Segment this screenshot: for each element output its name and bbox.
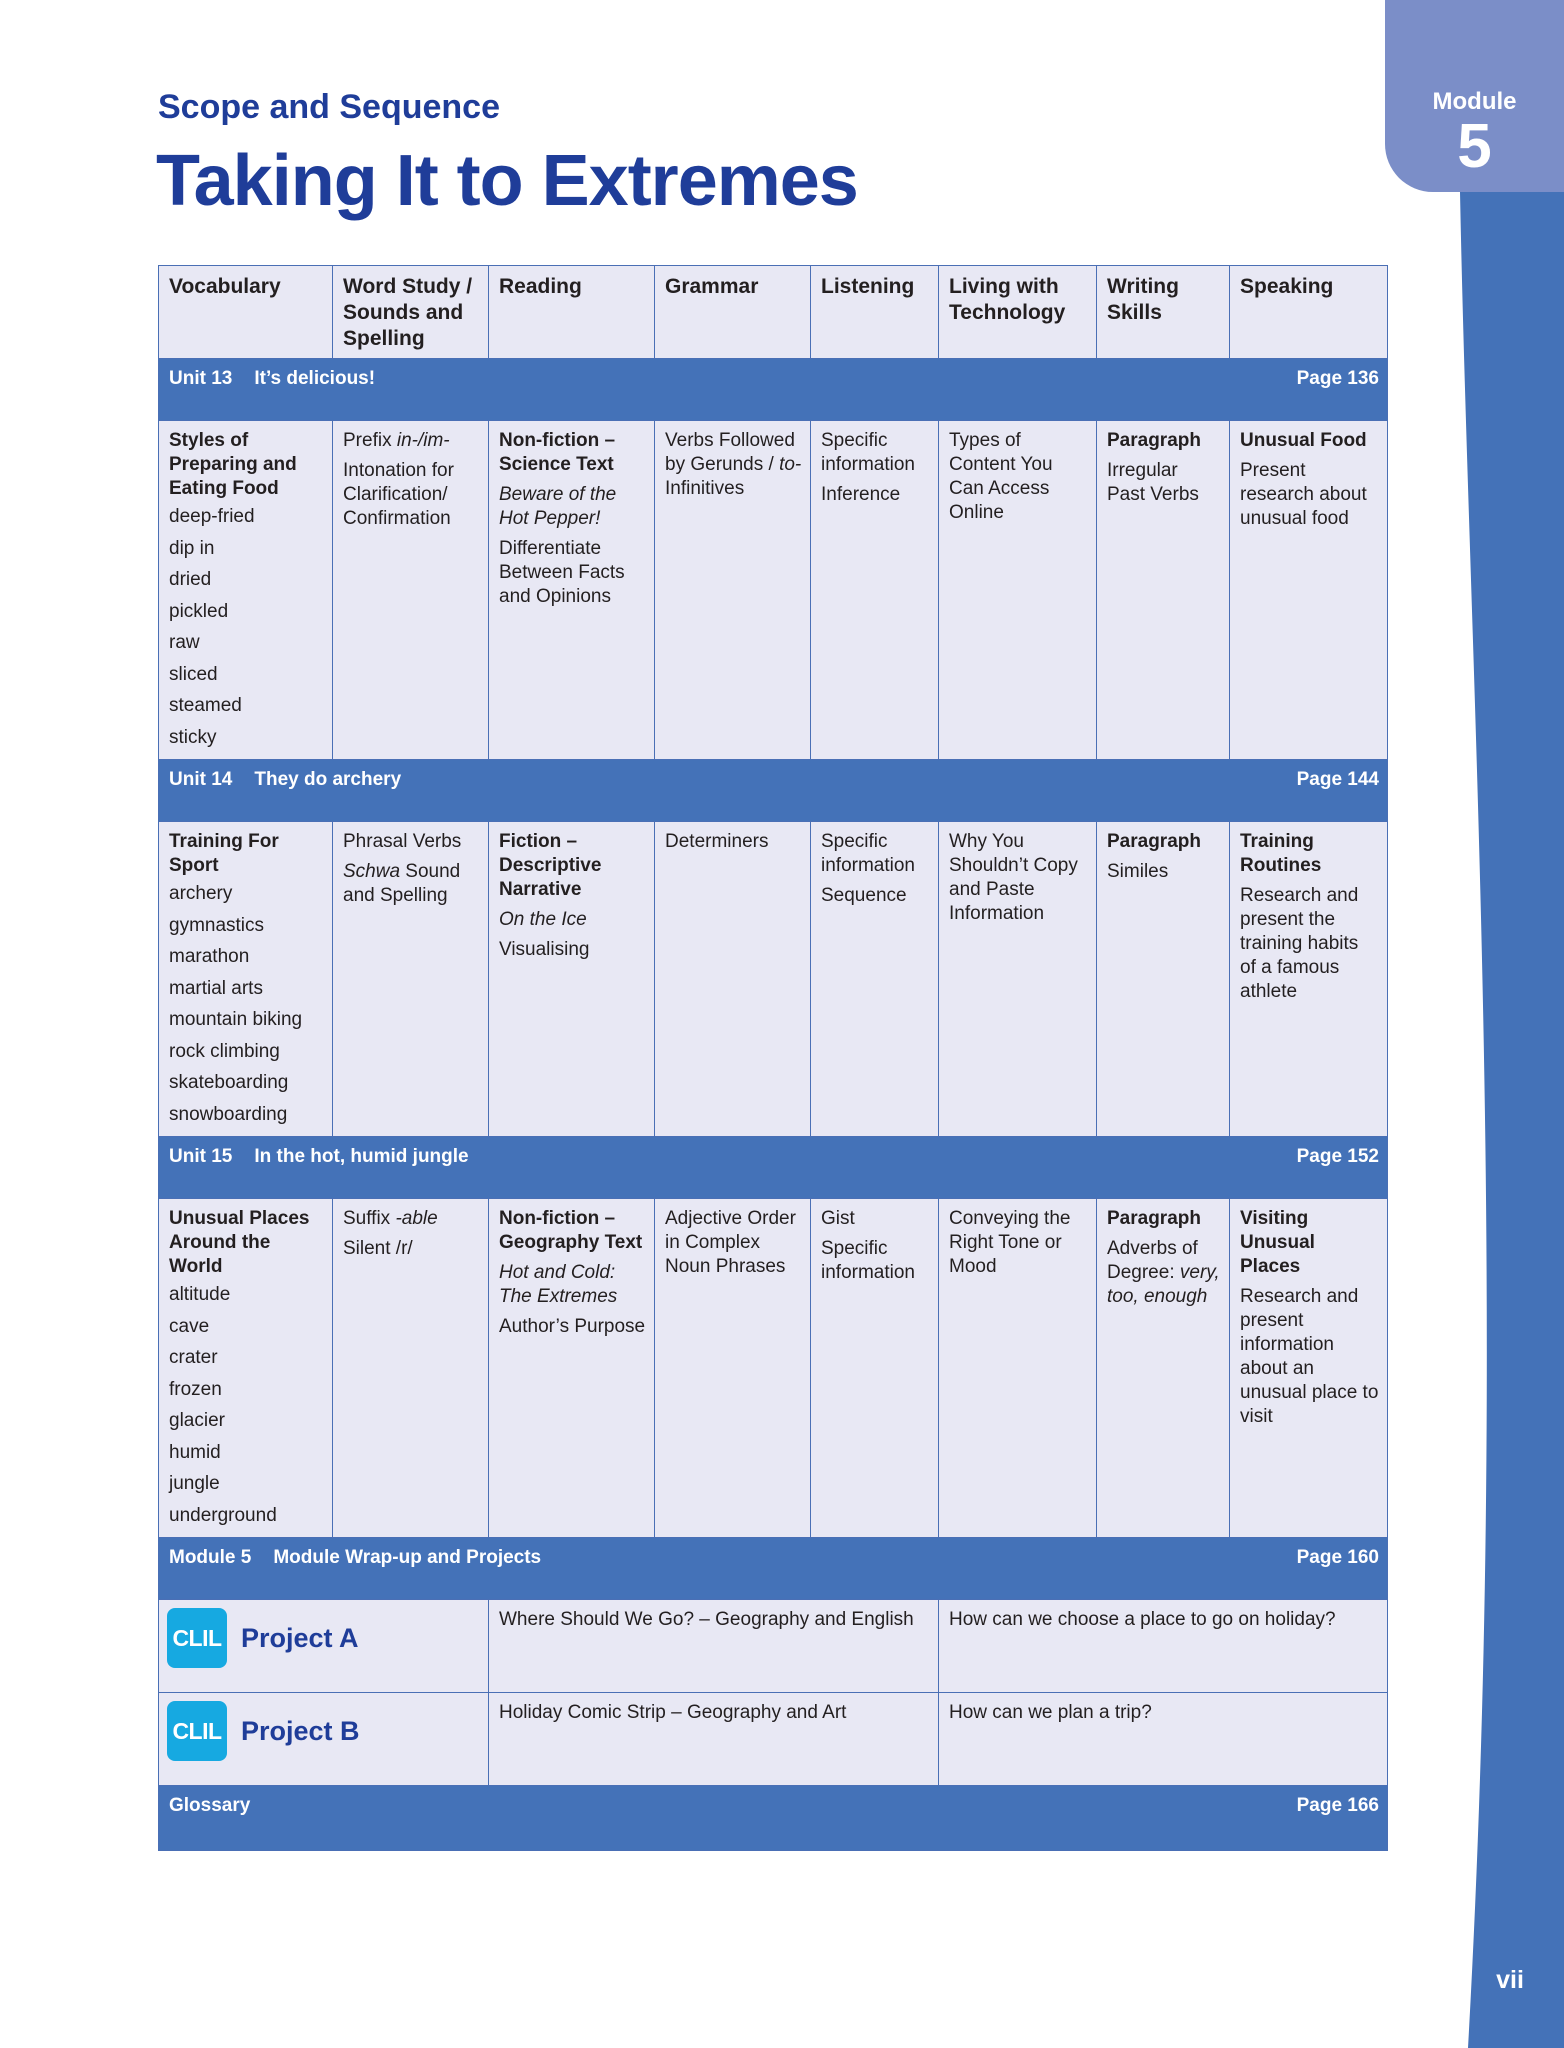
clil-badge: CLIL	[167, 1608, 227, 1668]
vocab-word: underground	[169, 1504, 277, 1526]
vocab-word: snowboarding	[169, 1103, 288, 1125]
unit-name: They do archery	[254, 769, 402, 790]
project-question: How can we plan a trip?	[939, 1693, 1388, 1786]
project-name: Project B	[241, 1716, 360, 1746]
word-study-text: Sound and Spelling	[343, 861, 461, 906]
reading-text-title: Hot and Cold: The Extremes	[499, 1262, 618, 1307]
speaking-text: Present research about unusual food	[1240, 460, 1367, 529]
vocab-word: steamed	[169, 695, 242, 716]
module-number: 5	[1457, 112, 1492, 181]
vocab-word: martial arts	[169, 977, 263, 999]
unit-bar	[159, 1137, 1388, 1199]
unit-bar	[159, 760, 1388, 822]
glossary-page: Page 166	[1296, 1795, 1379, 1816]
col-word-study: Word Study / Sounds and Spelling	[333, 266, 489, 359]
speaking-cell	[1230, 1199, 1388, 1538]
grammar-text: Verbs Followed by Gerunds /	[665, 430, 795, 475]
vocab-word: sliced	[169, 663, 218, 685]
listening-item: Gist	[821, 1208, 855, 1229]
vocab-word: raw	[169, 632, 200, 653]
reading-text-title: Beware of the Hot Pepper!	[499, 484, 617, 529]
vocab-word: cave	[169, 1315, 210, 1337]
vocab-word: humid	[169, 1441, 221, 1463]
word-study-text: Phrasal Verbs	[343, 831, 462, 852]
speaking-text: Research and present the training habits of a famous athlete	[1240, 885, 1359, 1002]
vocab-word: archery	[169, 883, 233, 904]
unit-row	[159, 822, 1388, 1137]
listening-item: Inference	[821, 484, 901, 505]
vocab-word: rock climbing	[169, 1040, 280, 1062]
word-study-text: Suffix	[343, 1208, 396, 1229]
word-study-cell	[333, 822, 489, 1137]
wrapup-name: Module Wrap-up and Projects	[273, 1547, 542, 1568]
vocab-word: gymnastics	[169, 914, 265, 936]
unit-row	[159, 1199, 1388, 1538]
wrapup-bar	[159, 1538, 1388, 1600]
technology-cell: Why You Shouldn’t Copy and Paste Information	[939, 822, 1097, 1137]
unit-name: In the hot, humid jungle	[254, 1146, 469, 1167]
wrapup-page: Page 160	[1296, 1547, 1379, 1568]
unit-number: Unit 15	[169, 1146, 233, 1167]
speaking-cell	[1230, 822, 1388, 1137]
vocab-word: dried	[169, 569, 212, 590]
wrapup-number: Module 5	[169, 1547, 252, 1568]
vocab-title: Styles of Preparing and Eating Food	[169, 430, 297, 499]
project-question: How can we choose a place to go on holiday?	[939, 1600, 1388, 1693]
speaking-text: Research and present information about an unusual place to visit	[1240, 1286, 1379, 1427]
listening-item: Specific information	[821, 831, 915, 876]
project-name: Project A	[241, 1623, 359, 1653]
vocab-word: dip in	[169, 537, 215, 559]
word-study-italic: Schwa	[343, 861, 401, 882]
glossary-bar	[159, 1786, 1388, 1851]
vocab-word: marathon	[169, 946, 250, 967]
speaking-cell	[1230, 421, 1388, 760]
writing-cell	[1097, 822, 1230, 1137]
speaking-title: Training Routines	[1240, 831, 1322, 876]
header-row	[159, 266, 1388, 359]
scope-table	[158, 265, 1388, 1851]
writing-title: Paragraph	[1107, 1208, 1201, 1229]
project-row	[159, 1693, 1388, 1786]
writing-text: Adverbs of Degree:	[1107, 1238, 1198, 1283]
reading-title: Non-fiction – Geography Text	[499, 1208, 643, 1253]
project-row	[159, 1600, 1388, 1693]
col-technology: Living with Technology	[939, 266, 1097, 359]
page-number: vii	[1496, 1966, 1524, 1994]
grammar-cell: Determiners	[655, 822, 811, 1137]
listening-cell	[811, 822, 939, 1137]
grammar-cell: Adjective Order in Complex Noun Phrases	[655, 1199, 811, 1538]
vocab-word: glacier	[169, 1410, 225, 1431]
vocab-word: crater	[169, 1347, 218, 1368]
writing-cell	[1097, 1199, 1230, 1538]
col-vocabulary: Vocabulary	[159, 266, 333, 359]
page-title: Taking It to Extremes	[156, 141, 858, 221]
unit-bar	[159, 359, 1388, 421]
vocabulary-cell	[159, 421, 333, 760]
writing-italic: very, too, enough	[1107, 1262, 1220, 1307]
vocab-word: jungle	[169, 1473, 220, 1494]
grammar-cell	[655, 421, 811, 760]
word-study-cell	[333, 1199, 489, 1538]
vocab-word: sticky	[169, 726, 217, 748]
technology-cell: Conveying the Right Tone or Mood	[939, 1199, 1097, 1538]
project-topic: Holiday Comic Strip – Geography and Art	[489, 1693, 939, 1786]
project-label-cell	[159, 1600, 489, 1693]
unit-row	[159, 421, 1388, 760]
listening-item: Sequence	[821, 885, 907, 906]
writing-text: Irregular Past Verbs	[1107, 460, 1199, 505]
word-study-italic: -able	[395, 1208, 438, 1229]
reading-text-title: On the Ice	[499, 909, 587, 930]
vocab-title: Training For Sport	[169, 831, 279, 876]
vocab-word: pickled	[169, 600, 229, 622]
module-label: Module	[1432, 88, 1517, 115]
listening-item: Specific information	[821, 1238, 915, 1283]
reading-skill: Visualising	[499, 939, 590, 960]
unit-page: Page 152	[1296, 1146, 1379, 1167]
reading-skill: Author’s Purpose	[499, 1316, 646, 1337]
reading-cell	[489, 1199, 655, 1538]
glossary-label: Glossary	[169, 1795, 251, 1816]
reading-cell	[489, 421, 655, 760]
speaking-title: Unusual Food	[1240, 430, 1367, 451]
reading-title: Non-fiction – Science Text	[499, 430, 616, 475]
unit-name: It’s delicious!	[254, 368, 376, 389]
vocab-word: frozen	[169, 1378, 222, 1400]
col-speaking: Speaking	[1230, 266, 1388, 359]
writing-title: Paragraph	[1107, 831, 1201, 852]
listening-cell	[811, 421, 939, 760]
word-study-text: Prefix	[343, 430, 397, 451]
unit-number: Unit 13	[169, 368, 233, 389]
vocab-word: mountain biking	[169, 1009, 303, 1030]
writing-text: Similes	[1107, 861, 1169, 882]
vocab-title: Unusual Places Around the World	[169, 1208, 310, 1277]
reading-skill: Differentiate Between Facts and Opinions	[499, 538, 625, 607]
col-writing: Writing Skills	[1097, 266, 1230, 359]
col-grammar: Grammar	[655, 266, 811, 359]
project-topic: Where Should We Go? – Geography and English	[489, 1600, 939, 1693]
writing-cell	[1097, 421, 1230, 760]
clil-badge: CLIL	[167, 1701, 227, 1761]
module-tab	[1385, 0, 1564, 192]
word-study-text: Silent /r/	[343, 1238, 413, 1259]
listening-item: Specific information	[821, 430, 915, 475]
word-study-text: Intonation for Clarification/ Confirmation	[343, 460, 454, 529]
vocabulary-cell	[159, 822, 333, 1137]
project-label-cell	[159, 1693, 489, 1786]
col-reading: Reading	[489, 266, 655, 359]
section-eyebrow: Scope and Sequence	[158, 88, 500, 126]
col-listening: Listening	[811, 266, 939, 359]
unit-page: Page 144	[1296, 769, 1379, 790]
writing-title: Paragraph	[1107, 430, 1201, 451]
vocabulary-cell	[159, 1199, 333, 1538]
unit-number: Unit 14	[169, 769, 233, 790]
unit-page: Page 136	[1296, 368, 1379, 389]
listening-cell	[811, 1199, 939, 1538]
vocab-word: deep-fried	[169, 506, 255, 527]
grammar-italic: to-	[779, 454, 802, 475]
speaking-title: Visiting Unusual Places	[1240, 1208, 1315, 1277]
grammar-text: Infinitives	[665, 478, 745, 499]
word-study-cell	[333, 421, 489, 760]
word-study-italic: in-/im-	[396, 430, 450, 451]
vocab-word: skateboarding	[169, 1072, 289, 1093]
reading-cell	[489, 822, 655, 1137]
vocab-word: altitude	[169, 1284, 231, 1305]
technology-cell: Types of Content You Can Access Online	[939, 421, 1097, 760]
reading-title: Fiction – Descriptive Narrative	[499, 831, 602, 900]
